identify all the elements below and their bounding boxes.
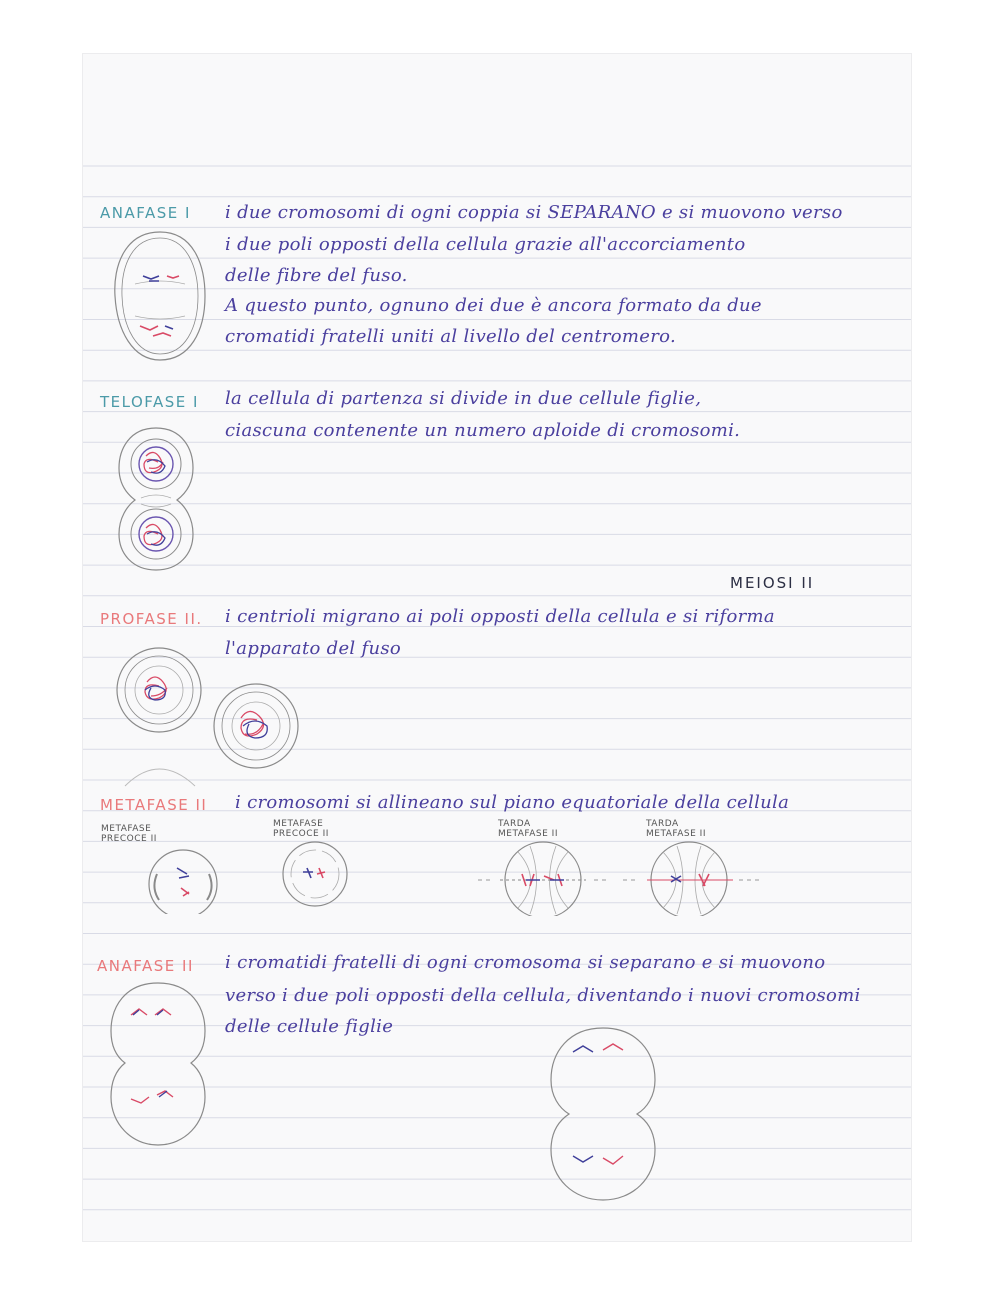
anafase1-heading: ANAFASE I (100, 204, 191, 222)
metafase2-fig2-label: METAFASE PRECOCE II (273, 819, 329, 839)
anafase1-line-2: i due poli opposti della cellula grazie all'accorciamento (225, 234, 746, 255)
anafase1-line-4: A questo punto, ognuno dei due è ancora formato da due (225, 295, 762, 316)
profase2-line-1: i centrioli migrano ai poli opposti della cellula e si riforma (225, 606, 775, 627)
telofase1-line-1: la cellula di partenza si divide in due cellule figlie, (225, 388, 702, 409)
profase2-line-2: l'apparato del fuso (225, 638, 402, 659)
notebook-page (83, 54, 911, 1241)
anafase2-heading: ANAFASE II (97, 957, 194, 975)
anafase1-line-5: cromatidi fratelli uniti al livello del centromero. (225, 326, 676, 347)
profase2-heading: PROFASE II. (100, 610, 203, 628)
metafase2-fig4-label: TARDA METAFASE II (646, 819, 706, 839)
anafase1-line-1: i due cromosomi di ogni coppia si SEPARANO e si muovono verso (225, 202, 843, 223)
telofase1-line-2: ciascuna contenente un numero aploide di cromosomi. (225, 420, 741, 441)
metafase2-line-1: i cromosomi si allineano sul piano equatoriale della cellula (235, 792, 790, 813)
telofase1-cell-drawing (111, 424, 201, 574)
telofase1-heading: TELOFASE I (100, 393, 199, 411)
anafase1-cell-drawing (105, 226, 215, 366)
anafase2-line-1: i cromatidi fratelli di ogni cromosoma si separano e si muovono (225, 952, 826, 973)
metafase2-fig4-drawing (623, 836, 763, 916)
metafase2-fig3-drawing (478, 836, 608, 916)
metafase2-fig2-drawing (275, 838, 355, 908)
meiosi2-heading: MEIOSI II (730, 574, 815, 592)
anafase2-line-3: delle cellule figlie (225, 1016, 394, 1037)
metafase2-fig1-drawing (133, 844, 233, 914)
metafase2-fig3-label: TARDA METAFASE II (498, 819, 558, 839)
anafase2-cell-right-drawing (543, 1024, 663, 1204)
profase2-cells-drawing (111, 646, 311, 806)
anafase2-cell-left-drawing (103, 979, 213, 1149)
metafase2-heading: METAFASE II (100, 796, 208, 814)
anafase2-line-2: verso i due poli opposti della cellula, diventando i nuovi cromosomi (225, 985, 861, 1006)
metafase2-fig1-label: METAFASE PRECOCE II (101, 824, 157, 844)
anafase1-line-3: delle fibre del fuso. (225, 265, 408, 286)
